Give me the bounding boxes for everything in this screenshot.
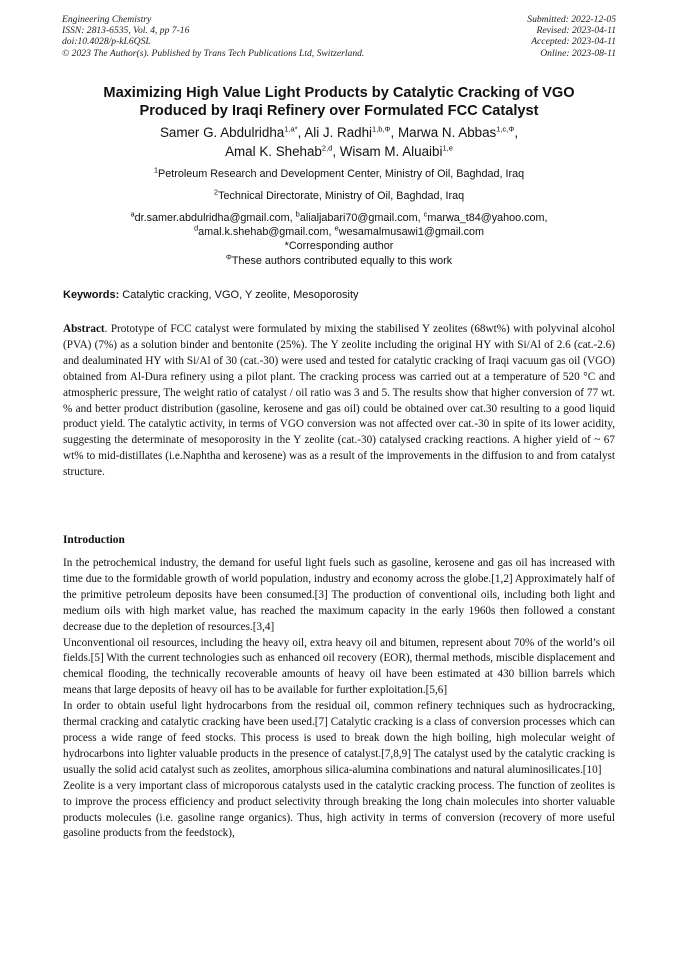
paragraph: Unconventional oil resources, including the heavy oil, extra heavy oil and bitumen, represent about 70% of the world’s oil fields.[5] With the current technologies such as enhanced oil recovery (EOR), thermal methods, miscible displacement and chemical flooding, the technically recoverable amounts of heavy oil have been estimated at 430 billion barrels which means that large deposits of heavy oil has to be available for further exploitation.[5,6]	[63, 636, 615, 697]
author-separator: ,	[297, 125, 305, 140]
author-separator: ,	[390, 125, 398, 140]
journal-issn: ISSN: 2813-6535, Vol. 4, pp 7-16	[62, 25, 190, 37]
date-revised: Revised: 2023-04-11	[536, 25, 616, 37]
author-affiliation-mark: 1,c,Φ	[496, 124, 515, 134]
author-name: Marwa N. Abbas	[398, 125, 497, 140]
author-name: Amal K. Shehab	[225, 143, 322, 159]
author-name: Wisam M. Aluaibi	[339, 143, 443, 159]
affiliation-text: Petroleum Research and Development Center, Ministry of Oil, Baghdad, Iraq	[158, 168, 525, 180]
title-line-1: Maximizing High Value Light Products by Catalytic Cracking of VGO	[103, 85, 575, 101]
author-separator: ,	[514, 125, 519, 140]
author-affiliation-mark: 1,b,Φ	[372, 124, 391, 134]
email-mark: a	[130, 209, 135, 219]
author-emails	[40, 211, 638, 268]
email-address[interactable]: amal.k.shehab@gmail.com,	[198, 226, 335, 239]
email-mark: b	[295, 209, 300, 219]
email-address[interactable]: alialjabari70@gmail.com,	[299, 212, 424, 224]
author-name: Samer G. Abdulridha	[159, 125, 285, 140]
author-name: Ali J. Radhi	[304, 125, 373, 140]
corresponding-author-note: *Corresponding author	[284, 240, 394, 253]
email-address[interactable]: wesamalmusawi1@gmail.com	[338, 226, 485, 239]
affiliation-mark: 2	[213, 187, 219, 197]
title-line-2: Produced by Iraqi Refinery over Formulated FCC Catalyst	[139, 103, 539, 119]
author-list	[40, 124, 638, 161]
affiliation-mark: 1	[153, 165, 159, 175]
email-address[interactable]: marwa_t84@yahoo.com,	[427, 212, 548, 224]
abstract	[63, 322, 615, 481]
email-mark: d	[193, 223, 199, 233]
email-line-1	[40, 211, 638, 225]
paragraph: In order to obtain useful light hydrocarbons from the residual oil, common refinery techniques such as hydrocracking, thermal cracking and catalytic cracking have been used.[7] Catalytic cracking is a class of conversion processes which can process a wide range of feed stocks. This process is used to break down the high boiling, high molecular weight of hydrocarbons into lighter valuable products in the presence of catalyst.[7,8,9] The catalyst used by the catalytic cracking is usually the solid acid catalyst such as zeolites, amorphous silica-alumina combinations and natural aluminosilicates.[10]	[63, 700, 615, 776]
paper-title	[40, 84, 638, 120]
email-mark: c	[423, 209, 428, 219]
affiliation-2	[40, 187, 638, 203]
equal-contribution-text: These authors contributed equally to this work	[231, 254, 453, 267]
date-online: Online: 2023-08-11	[540, 47, 616, 59]
journal-info	[62, 14, 442, 59]
publication-dates	[416, 14, 616, 59]
author-separator: ,	[332, 143, 340, 159]
date-accepted: Accepted: 2023-04-11	[531, 36, 616, 48]
section-heading-introduction: Introduction	[63, 534, 125, 546]
journal-name: Engineering Chemistry	[62, 14, 152, 25]
keywords	[63, 289, 615, 302]
author-affiliation-mark: 2,d	[321, 143, 333, 153]
journal-doi: doi:10.4028/p-kL6QSL	[62, 36, 151, 48]
author-affiliation-mark: 1,a*	[284, 124, 298, 134]
author-affiliation-mark: 1,e	[442, 143, 453, 153]
abstract-text: . Prototype of FCC catalyst were formulated by mixing the stabilised Y zeolites (68wt%) with polyvinal alcohol (PVA) (7%) as a solution binder and bentonite (25%). The Y zeolite including the original HY with Si/Al of 2.6 (cat.-2.6) and dealuminated HY with Si/Al of 30 (cat.-30) were used and tested for catalytic cracking of Iraqi vacuum gas oil (VGO) obtained from Al-Dura refinery using a pilot plant. The cracking process was carried out at a temperature of 520 °C and atmospheric pressure, The weight ratio of catalyst / oil ratio was 3 and 5. The results show that higher conversion of 77 wt. % and better product distribution (gasoline, kerosene and gas oil) could be obtained over cat.30 resulting to a good liquid product yield. The catalytic activity, in terms of VGO conversion was not affected over cat.-30 in spite of its lower acidity, suggesting the determinate of mesoporosity in the Y zeolite (cat.-30) catalysed cracking reactions. A higher yield of ~ 67 wt% to mid-distillates (i.e.Naphtha and kerosene) was as a result of the improvements in the diffusion to and from catalyst structure.	[63, 323, 615, 479]
introduction-body	[63, 556, 615, 842]
author-line-2	[40, 143, 638, 162]
paragraph: In the petrochemical industry, the demand for useful light fuels such as gasoline, kerosene and gas oil has increased with time due to the formidable growth of world population, industry and economy across the globe.[1,2] Approximately half of the primitive petroleum deposits have been consumed.[3] The production of conventional oils, including both light and medium oils with high market value, has reached the maximum capacity in the early 1960s then followed a constant decrease due to the depletion of resources.[3,4]	[63, 557, 615, 633]
paragraph: Zeolite is a very important class of microporous catalysts used in the catalytic cracking process. The function of zeolites is to improve the process efficiency and product selectivity through breaking the long chain molecules into shorter valuable products molecules (i.e. gasoline range organics). Thus, high activity in terms of conversion (recovery of more useful gasoline products from the feedstock),	[63, 779, 615, 840]
affiliation-1	[40, 165, 638, 181]
equal-contribution-note	[40, 254, 638, 268]
author-line-1	[40, 124, 638, 143]
email-mark: e	[334, 223, 339, 233]
email-line-2	[40, 225, 638, 239]
abstract-label: Abstract	[63, 323, 105, 335]
keywords-label: Keywords:	[63, 289, 120, 301]
journal-copyright: © 2023 The Author(s). Published by Trans Tech Publications Ltd, Switzerland.	[62, 47, 365, 59]
affiliation-text: Technical Directorate, Ministry of Oil, Baghdad, Iraq	[218, 190, 465, 202]
equal-contribution-mark: Φ	[225, 252, 232, 262]
keywords-text: Catalytic cracking, VGO, Y zeolite, Mesoporosity	[119, 289, 359, 301]
email-address[interactable]: dr.samer.abdulridha@gmail.com,	[134, 212, 296, 224]
date-submitted: Submitted: 2022-12-05	[527, 14, 616, 25]
